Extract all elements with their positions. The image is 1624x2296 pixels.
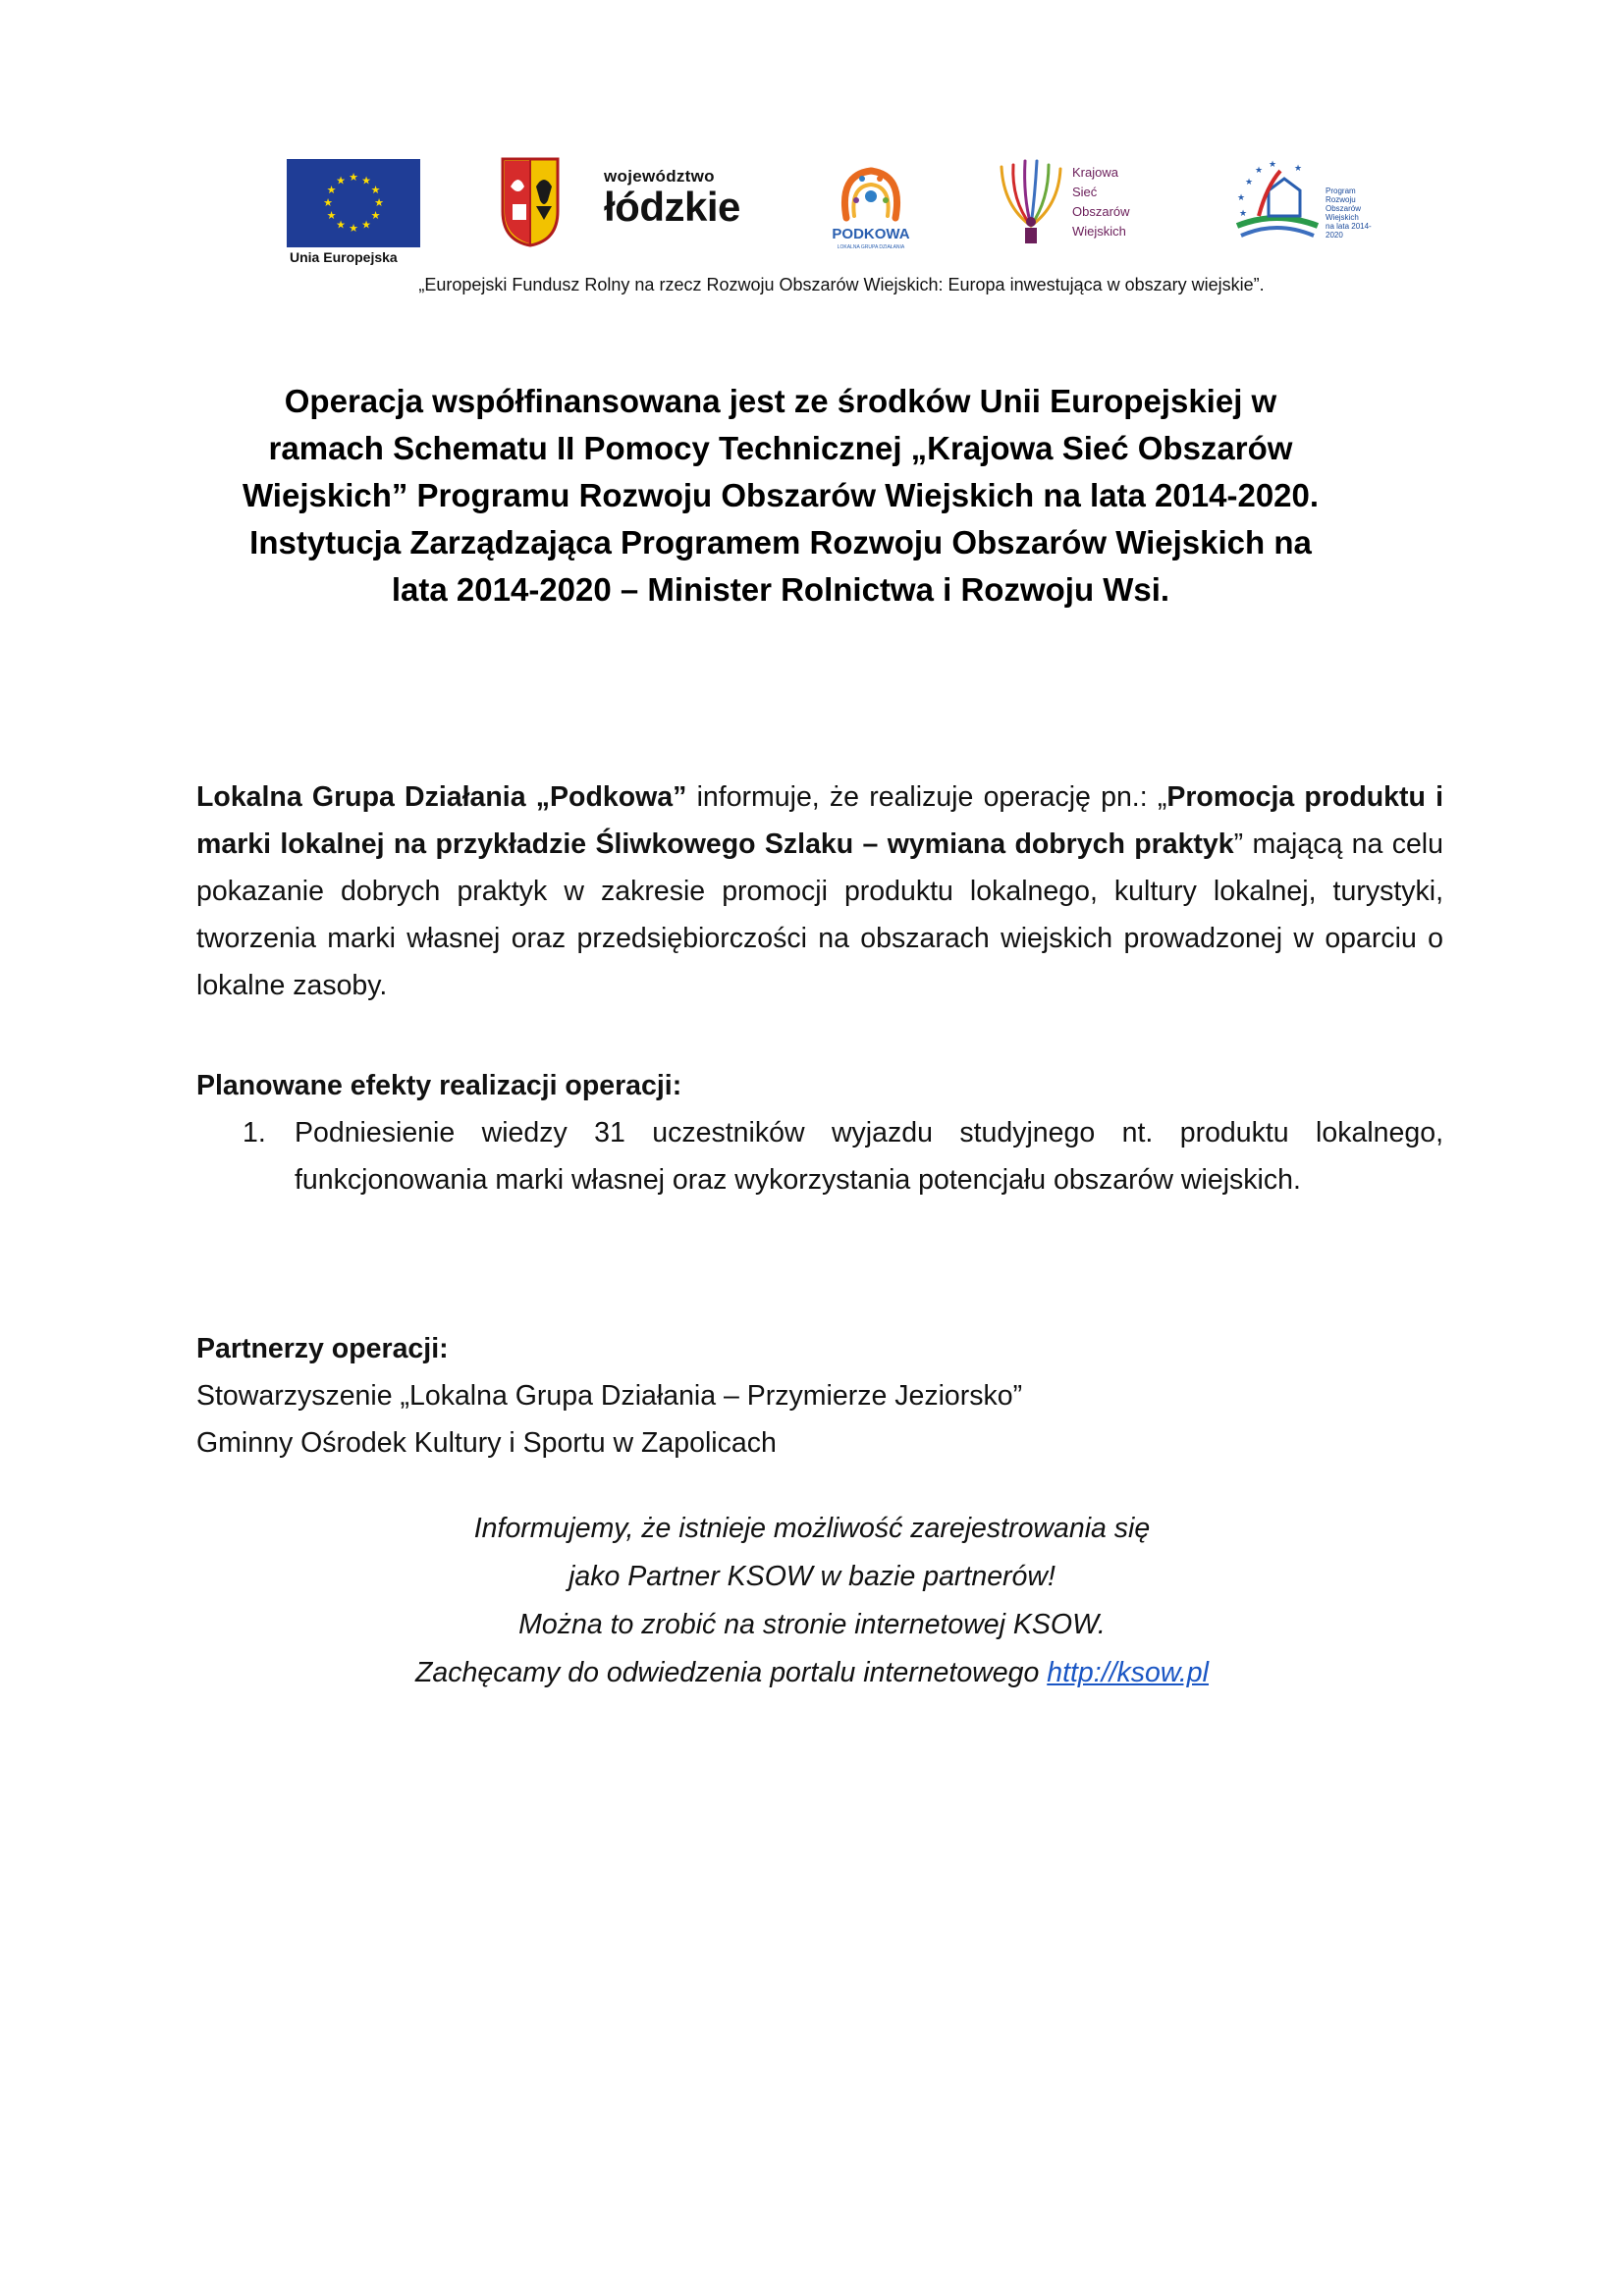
svg-text:★: ★: [326, 209, 337, 222]
closing-note: [0, 1505, 1624, 1697]
podkowa-logo-subtext: LOKALNA GRUPA DZIAŁANIA: [837, 244, 905, 250]
svg-text:★: ★: [370, 209, 381, 222]
prow-line-2: Rozwoju: [1326, 195, 1356, 204]
ksow-line-4: Wiejskich: [1072, 224, 1126, 239]
document-title: [128, 378, 1434, 614]
intro-text-2: ” mającą na celu pokazanie dobrych praktyk w zakresie promocji produktu lokalnego, kultury lokalnej, turystyki, tworzenia marki własnej oraz przedsiębiorczości na obszarach wiejskich prowadzonej w oparciu o lokalne zasoby.: [196, 828, 1443, 1001]
closing-line-2: jako Partner KSOW w bazie partnerów!: [568, 1561, 1056, 1592]
logo-strip: [287, 157, 1372, 265]
svg-text:★: ★: [323, 196, 333, 209]
operation-name: Promocja produktu i marki lokalnej na przykładzie Śliwkowego Szlaku – wymiana dobrych praktyk: [196, 781, 1444, 860]
svg-text:★: ★: [326, 184, 337, 196]
eu-flag-logo: [287, 159, 420, 247]
svg-text:★: ★: [1268, 160, 1277, 170]
voivodeship-small-label: województwo: [604, 167, 715, 186]
svg-text:★: ★: [1293, 164, 1303, 174]
title-line-1: Operacja współfinansowana jest ze środków Unii Europejskiej w: [284, 383, 1277, 419]
title-line-4: Instytucja Zarządzająca Programem Rozwoju Obszarów Wiejskich na: [249, 524, 1312, 561]
ksow-wordmark: [1072, 163, 1130, 241]
svg-text:★: ★: [374, 196, 384, 209]
prow-logo: [1229, 157, 1377, 251]
eu-caption: Unia Europejska: [290, 249, 398, 265]
svg-text:★: ★: [370, 184, 381, 196]
title-line-3: Wiejskich” Programu Rozwoju Obszarów Wiejskich na lata 2014-2020.: [242, 477, 1320, 513]
svg-text:★: ★: [1238, 209, 1248, 219]
fund-caption: [0, 275, 1624, 295]
ksow-logo: [994, 157, 1151, 251]
closing-line-4-prefix: Zachęcamy do odwiedzenia portalu internetowego: [415, 1657, 1048, 1688]
intro-paragraph: [196, 774, 1443, 1009]
svg-text:★: ★: [361, 174, 371, 187]
prow-wordmark: [1326, 187, 1377, 240]
intro-text-1: informuje, że realizuje operację pn.: „: [686, 781, 1167, 813]
title-line-5: lata 2014-2020 – Minister Rolnictwa i Rozwoju Wsi.: [391, 571, 1170, 608]
closing-line-1: Informujemy, że istnieje możliwość zarejestrowania się: [473, 1513, 1151, 1544]
svg-text:★: ★: [349, 222, 358, 235]
partners-heading: Partnerzy operacji:: [196, 1333, 449, 1364]
prow-line-5: na lata 2014-2020: [1326, 222, 1372, 240]
closing-line-4: [0, 1649, 1624, 1697]
podkowa-lgd-logo: [817, 157, 925, 251]
svg-text:★: ★: [1244, 178, 1254, 187]
list-item: [243, 1109, 1443, 1203]
organization-name: Lokalna Grupa Działania „Podkowa”: [196, 781, 687, 813]
prow-line-4: Wiejskich: [1326, 213, 1359, 222]
podkowa-logo-text: PODKOWA: [832, 226, 910, 242]
ksow-line-2: Sieć: [1072, 185, 1098, 199]
list-item-text: Podniesienie wiedzy 31 uczestników wyjazdu studyjnego nt. produktu lokalnego, funkcjonowania marki własnej oraz wykorzystania potencjału obszarów wiejskich.: [295, 1117, 1443, 1196]
title-line-2: ramach Schematu II Pomocy Technicznej „Krajowa Sieć Obszarów: [268, 430, 1293, 466]
ksow-portal-link[interactable]: http://ksow.pl: [1047, 1657, 1209, 1688]
lodzkie-wordmark: [604, 167, 740, 228]
effects-heading: Planowane efekty realizacji operacji:: [196, 1070, 682, 1101]
effects-list: [243, 1109, 1443, 1203]
ksow-line-3: Obszarów: [1072, 204, 1130, 219]
fund-caption-text: „Europejski Fundusz Rolny na rzecz Rozwoju Obszarów Wiejskich: Europa inwestująca w obszary wiejskie”.: [418, 275, 1265, 294]
partner-item: Gminny Ośrodek Kultury i Sportu w Zapolicach: [196, 1427, 777, 1459]
svg-text:★: ★: [349, 171, 358, 184]
svg-text:★: ★: [336, 218, 346, 232]
voivodeship-big-label: łódzkie: [604, 184, 740, 230]
list-item-number: 1.: [243, 1117, 266, 1148]
lodzkie-coat-of-arms-logo: [501, 157, 560, 247]
svg-text:★: ★: [336, 174, 346, 187]
closing-line-3: Można to zrobić na stronie internetowej KSOW.: [518, 1609, 1106, 1640]
eu-stars-icon: [287, 159, 420, 247]
partner-item: Stowarzyszenie „Lokalna Grupa Działania – Przymierze Jeziorsko”: [196, 1380, 1023, 1412]
svg-text:★: ★: [361, 218, 371, 232]
ksow-line-1: Krajowa: [1072, 165, 1118, 180]
svg-text:★: ★: [1254, 166, 1264, 176]
prow-line-1: Program: [1326, 187, 1356, 195]
svg-text:★: ★: [1236, 193, 1246, 203]
prow-line-3: Obszarów: [1326, 204, 1362, 213]
ksow-flower-icon: [994, 157, 1072, 251]
prow-emblem-icon: [1229, 157, 1324, 251]
